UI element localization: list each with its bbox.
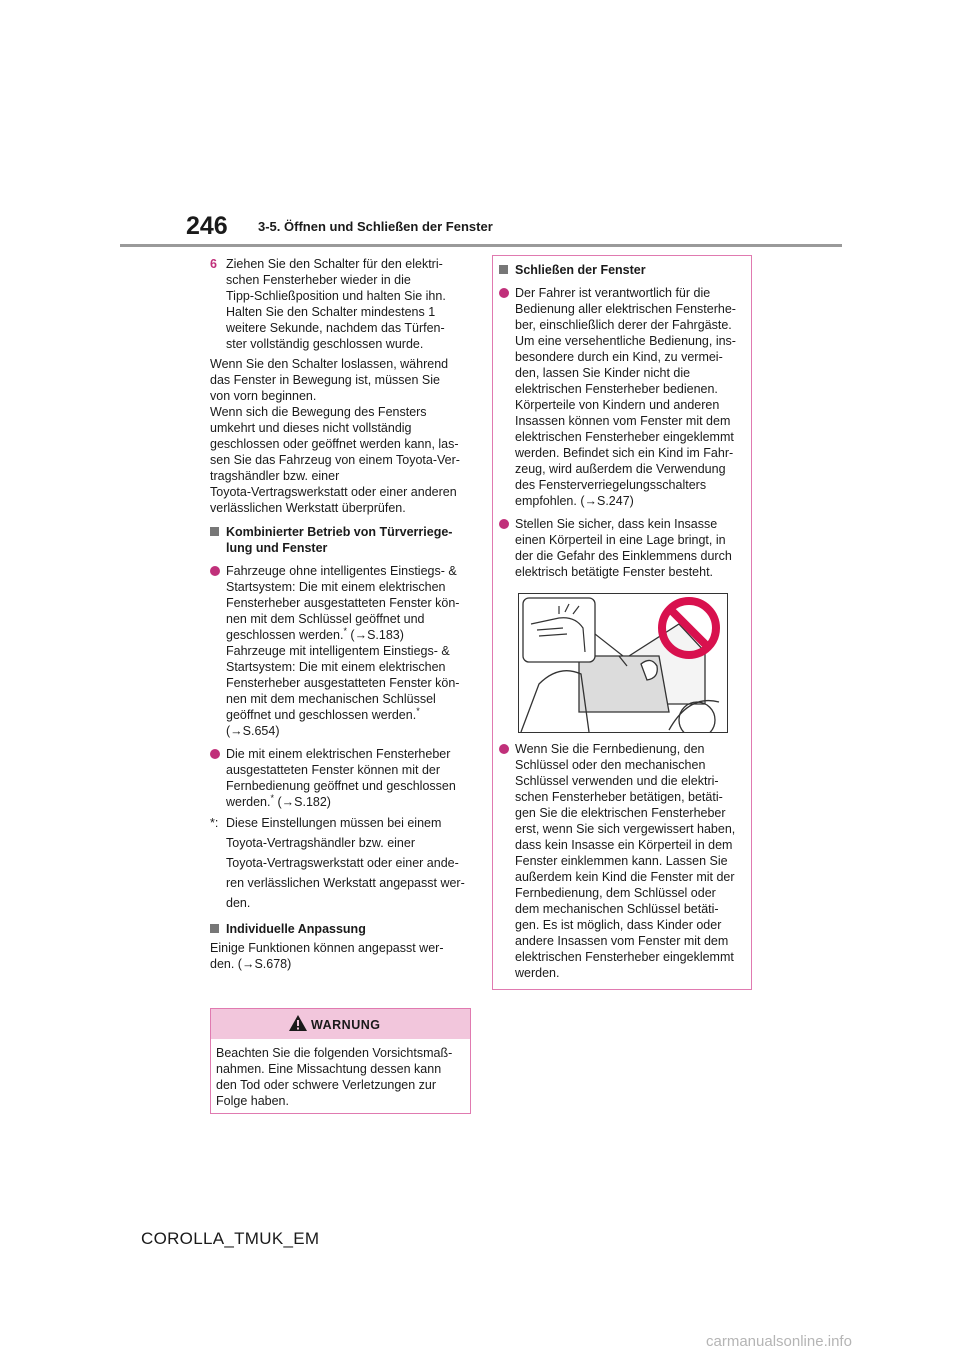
footer-model-code: COROLLA_TMUK_EM: [141, 1229, 320, 1248]
warning-box: [210, 1008, 471, 1114]
heading-combined-operation: [210, 524, 472, 556]
caution-box: [492, 255, 752, 990]
bullet-text: Der Fahrer ist verantwortlich für die Bedienung aller elektrischen Fensterhe- ber, einschließlich derer der Fahrgäste. Um eine versehentliche Bedienung, ins- besondere durch ein Kind, zu vermei- den, lassen Sie Kinder nicht die elektrischen Fensterheber bedienen. Körperteile von Kindern und anderen Insassen können vom Fenster mit dem elektrischen Fensterheber eingeklemmt werden. Befindet sich ein Kind im Fahr- zeug, wird außerdem die Verwendung des Fensterverriegelungsschalters empfohlen. (→S.247): [515, 286, 736, 508]
watermark: carmanualsonline.info: [706, 1333, 852, 1350]
footnote-marker: *: [343, 625, 347, 636]
heading-text: Individuelle Anpassung: [226, 922, 366, 936]
heading-closing-windows: [499, 262, 749, 278]
footnote-marker: *: [270, 792, 274, 803]
bullet-no-body-part: [499, 516, 749, 580]
header-rule: [120, 244, 842, 247]
warning-triangle-icon: [288, 1014, 308, 1032]
footnote-text: Diese Einstellungen müssen bei einem Toyota-Vertragshändler bzw. einer Toyota-Vertragswerkstatt oder einer ande- ren verlässlichen Werkstatt angepasst wer- den.: [226, 816, 465, 910]
page-reference: (→S.654): [226, 724, 280, 738]
bullet-text: Stellen Sie sicher, dass kein Insasse einen Körperteil in eine Lage bringt, in der die Gefahr des Einklemmens durch elektrisch betätigte Fenster besteht.: [515, 517, 732, 579]
step-number: 6: [210, 257, 217, 271]
step-text: Ziehen Sie den Schalter für den elektri- schen Fensterheber wieder in die Tipp-Schließposition und halten Sie ihn. Halten Sie den Schalter mindestens 1 weitere Sekunde, nachdem das Türfen- ster vollständig geschlossen wurde.: [226, 257, 446, 351]
warning-header: [211, 1009, 470, 1039]
square-bullet-icon: [499, 265, 508, 274]
heading-text: Kombinierter Betrieb von Türverriege- lung und Fenster: [226, 525, 453, 555]
bullet-remote-operation: [210, 746, 472, 810]
section-title: 3-5. Öffnen und Schließen der Fenster: [258, 219, 493, 234]
warning-text: Beachten Sie die folgenden Vorsichtsmaß- nahmen. Eine Missachtung dessen kann den Tod oder schwere Verletzungen zur Folge haben.: [216, 1046, 453, 1108]
body-paragraph: Wenn Sie den Schalter loslassen, während das Fenster in Bewegung ist, müssen Sie von vorn beginnen. Wenn sich die Bewegung des Fensters umkehrt und dieses nicht vollständig geschlossen oder geöffnet werden kann, las- sen Sie das Fahrzeug von einem Toyota-Ver- tragshändler bzw. einer Toyota-Vertragswerkstatt oder einer anderen verlässlichen Werkstatt überprüfen.: [210, 357, 460, 515]
pinch-warning-illustration-icon: [518, 593, 728, 733]
bullet-remote-check: [499, 741, 749, 981]
heading-customization: [210, 921, 472, 937]
circle-bullet-icon: [499, 288, 509, 298]
circle-bullet-icon: [210, 566, 220, 576]
left-column: [210, 256, 472, 972]
heading-text: Schließen der Fenster: [515, 263, 646, 277]
warning-title: WARNUNG: [311, 1018, 381, 1032]
circle-bullet-icon: [499, 519, 509, 529]
footnote-marker: *: [416, 705, 420, 716]
bullet-driver-responsible: [499, 285, 749, 509]
circle-bullet-icon: [499, 744, 509, 754]
bullet-key-operation: [210, 563, 472, 739]
bullet-text: Fahrzeuge ohne intelligentes Einstiegs- & Startsystem: Die mit einem elektrischen Fensterheber ausgestatteten Fenster kön- nen mit dem Schlüssel geöffnet und geschlossen werden.: [226, 564, 460, 642]
page-reference: (→S.182): [274, 795, 331, 809]
page-number: 246: [186, 212, 228, 240]
footnote-mark: *:: [210, 816, 219, 830]
circle-bullet-icon: [210, 749, 220, 759]
footnote: [210, 813, 472, 913]
step-6: [210, 256, 472, 352]
square-bullet-icon: [210, 527, 219, 536]
bullet-text: Fahrzeuge mit intelligentem Einstiegs- & Startsystem: Die mit einem elektrischen Fensterheber ausgestatteten Fenster kön- nen mit dem mechanischen Schlüssel geöffnet und geschlossen werden.: [226, 644, 460, 722]
square-bullet-icon: [210, 924, 219, 933]
bullet-text: Die mit einem elektrischen Fensterheber ausgestatteten Fenster können mit der Fernbedienung geöffnet und geschlossen werden.: [226, 747, 456, 809]
body-paragraph: Einige Funktionen können angepasst wer- den. (→S.678): [210, 941, 444, 971]
bullet-text: Wenn Sie die Fernbedienung, den Schlüssel oder den mechanischen Schlüssel verwenden und die elektri- schen Fensterheber betätigen, betäti- gen Sie die elektrischen Fensterheber erst, wenn Sie sich vergewissert haben, dass kein Insasse ein Körperteil in dem Fenster einklemmen kann. Lassen Sie außerdem kein Kind die Fenster mit der Fernbedienung, dem Schlüssel oder dem mechanischen Schlüssel betäti- gen. Es ist möglich, dass Kinder oder andere Insassen vom Fenster mit dem elektrischen Fensterheber eingeklemmt werden.: [515, 742, 736, 980]
page-reference: (→S.183): [350, 628, 404, 642]
